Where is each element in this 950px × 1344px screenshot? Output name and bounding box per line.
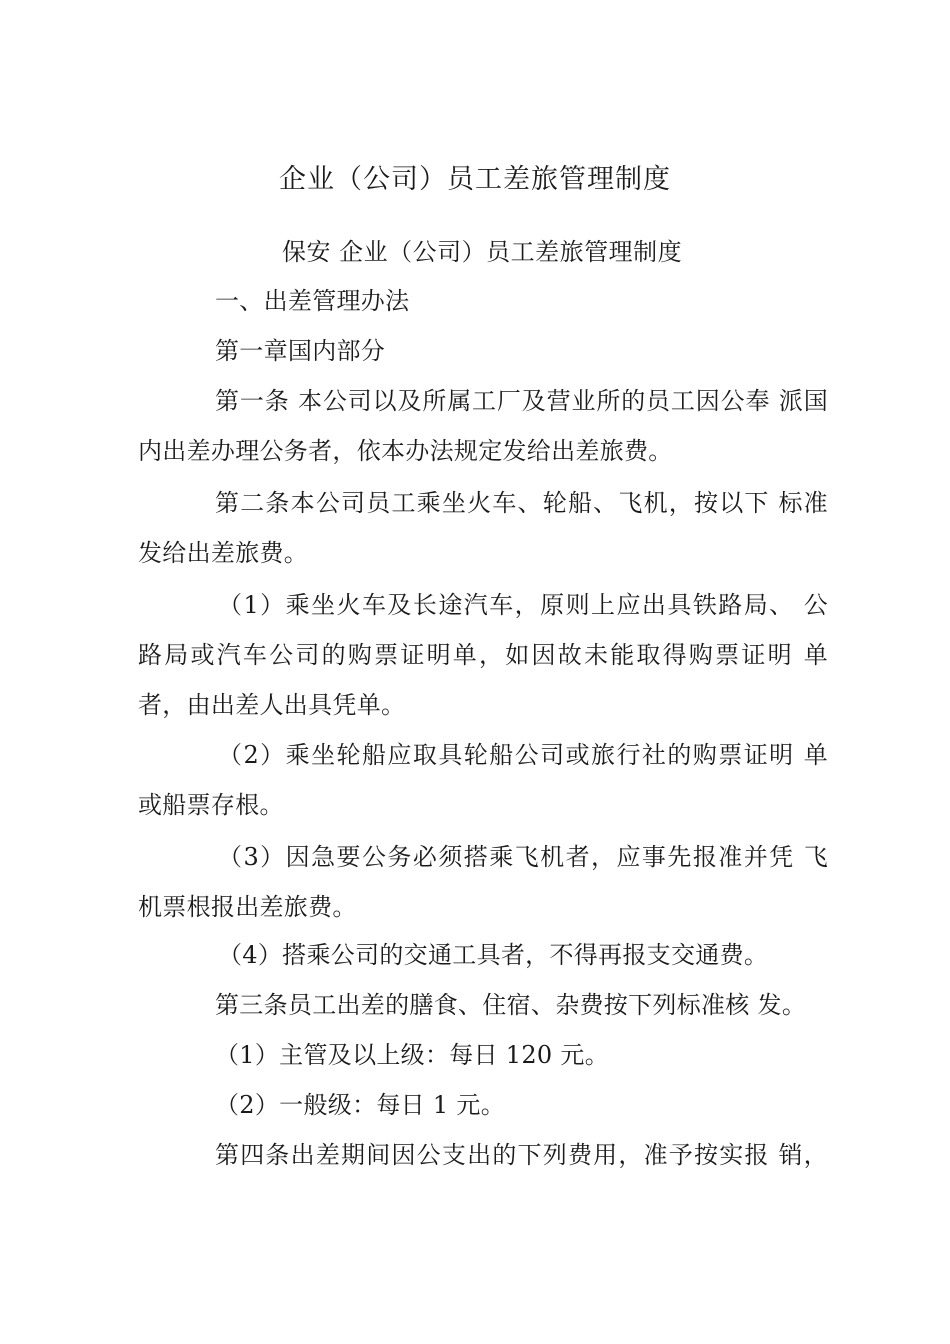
item-2-line-2: 或船票存根。 — [138, 791, 284, 819]
document-title: 企业（公司）员工差旅管理制度 — [279, 164, 671, 195]
article-4 — [138, 1130, 828, 1180]
section-heading — [138, 276, 828, 326]
item-2-line-1: （2）乘坐轮船应取具轮船公司或旅行社的购票证明 单 — [218, 741, 828, 769]
item-3 — [138, 832, 828, 932]
article-2-line-2: 发给出差旅费。 — [138, 539, 309, 567]
article-1-line-2: 内出差办理公务者，依本办法规定发给出差旅费。 — [138, 437, 673, 465]
rate-1 — [138, 1030, 828, 1080]
item-1-line-3: 者，由出差人出具凭单。 — [138, 691, 406, 719]
rate-2-text: （2）一般级：每日 1 元。 — [215, 1091, 505, 1119]
item-3-line-2: 机票根报出差旅费。 — [138, 893, 357, 921]
article-4-text: 第四条出差期间因公支出的下列费用，准予按实报 销， — [215, 1141, 828, 1169]
article-1-line-1: 第一条 本公司以及所属工厂及营业所的员工因公奉 派国 — [215, 387, 828, 415]
item-4 — [138, 930, 828, 980]
article-2 — [138, 478, 828, 578]
article-3-text: 第三条员工出差的膳食、住宿、杂费按下列标准核 发。 — [215, 991, 807, 1019]
section-heading-text: 一、出差管理办法 — [215, 287, 410, 315]
item-1-line-2: 路局或汽车公司的购票证明单，如因故未能取得购票证明 单 — [138, 641, 828, 669]
article-3 — [138, 980, 828, 1030]
article-1 — [138, 376, 828, 476]
rate-1-text: （1）主管及以上级：每日 120 元。 — [215, 1041, 610, 1069]
item-1 — [138, 580, 828, 730]
item-1-line-1: （1）乘坐火车及长途汽车，原则上应出具铁路局、 公 — [218, 591, 828, 619]
item-3-line-1: （3）因急要公务必须搭乘飞机者，应事先报准并凭 飞 — [218, 843, 828, 871]
rate-2 — [138, 1080, 828, 1130]
document-subtitle: 保安 企业（公司）员工差旅管理制度 — [282, 238, 683, 266]
item-4-text: （4）搭乘公司的交通工具者，不得再报支交通费。 — [218, 941, 769, 969]
article-2-line-1: 第二条本公司员工乘坐火车、轮船、飞机，按以下 标准 — [215, 489, 828, 517]
chapter-heading-text: 第一章国内部分 — [215, 337, 386, 365]
item-2 — [138, 730, 828, 830]
chapter-heading — [138, 326, 828, 376]
